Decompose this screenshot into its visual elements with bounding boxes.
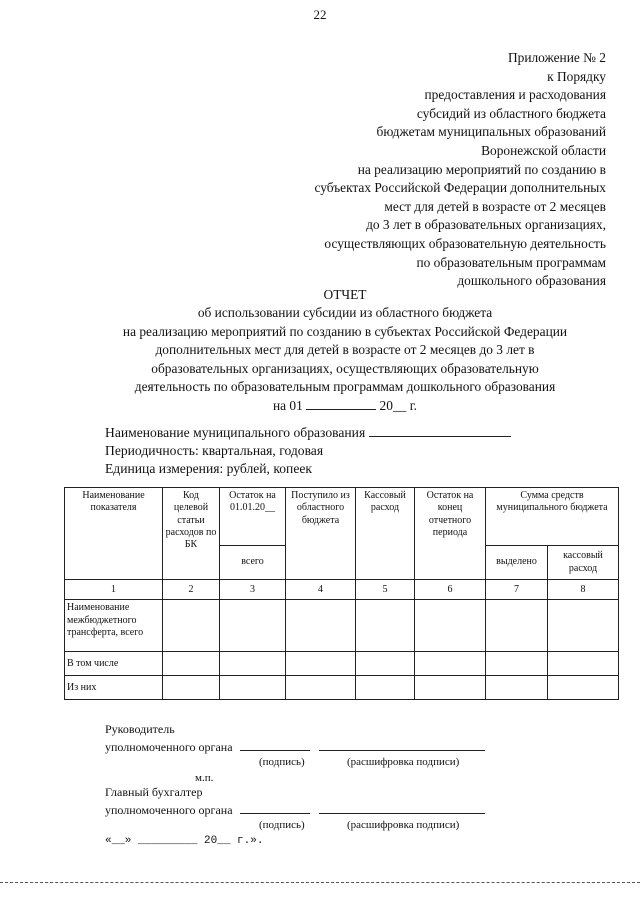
column-number: 4 — [286, 580, 356, 600]
head-org-label: уполномоченного органа — [105, 739, 233, 754]
table-row — [65, 652, 619, 676]
appendix-line: по образовательным программам — [416, 254, 606, 270]
header-municipal-cash: кассовый расход — [548, 546, 619, 580]
sign-caption: (подпись) — [259, 819, 305, 831]
title-line: об использовании субсидии из областного бюджета — [197, 305, 493, 321]
date-year: 20__ — [379, 398, 407, 414]
row-label: Наименование межбюджетного трансферта, всего — [65, 600, 163, 652]
head-decode-field[interactable] — [319, 738, 485, 751]
report-meta — [105, 423, 511, 479]
appendix-line: осуществляющих образовательную деятельность — [324, 235, 606, 251]
report-date — [40, 396, 640, 415]
date-prefix: на 01 — [272, 398, 303, 414]
accountant-sign-row — [105, 801, 485, 819]
table-cell[interactable] — [220, 676, 286, 700]
table-cell[interactable] — [163, 600, 220, 652]
head-captions — [105, 755, 485, 771]
table-cell[interactable] — [548, 652, 619, 676]
header-total: всего — [220, 546, 286, 580]
accountant-decode-field[interactable] — [319, 801, 485, 814]
municipality-row — [105, 423, 511, 442]
head-signature-field[interactable] — [240, 738, 310, 751]
table-cell[interactable] — [486, 652, 548, 676]
table-cell[interactable] — [548, 676, 619, 700]
table-cell[interactable] — [415, 652, 486, 676]
appendix-header — [314, 49, 606, 291]
accountant-org-label: уполномоченного органа — [105, 802, 233, 817]
table-cell[interactable] — [286, 600, 356, 652]
header-cash-expense: Кассовый расход — [356, 488, 415, 580]
table-cell[interactable] — [486, 600, 548, 652]
header-code: Код целевой статьи расходов по БК — [163, 488, 220, 580]
appendix-line: дошкольного образования — [457, 273, 606, 289]
decode-caption: (расшифровка подписи) — [347, 756, 460, 768]
title-line: деятельность по образовательным программам дошкольного образования — [134, 379, 556, 395]
title-line: на реализацию мероприятий по созданию в субъектах Российской Федерации — [122, 323, 568, 339]
municipality-field[interactable] — [369, 423, 511, 437]
column-number: 7 — [486, 580, 548, 600]
appendix-line: бюджетам муниципальных образований — [376, 124, 606, 140]
accountant-title: Главный бухгалтер — [105, 785, 203, 799]
date-suffix: г. — [409, 398, 418, 414]
table-cell[interactable] — [163, 676, 220, 700]
header-balance-end: Остаток на конец отчетного периода — [415, 488, 486, 580]
appendix-line: Приложение № 2 — [507, 50, 606, 65]
signature-date: «__» _________ 20__ г.». — [105, 835, 264, 847]
table-row — [65, 676, 619, 700]
table-cell[interactable] — [356, 652, 415, 676]
unit-of-measure: Единица измерения: рублей, копеек — [105, 461, 313, 477]
table-cell[interactable] — [548, 600, 619, 652]
column-number: 8 — [548, 580, 619, 600]
table-cell[interactable] — [220, 652, 286, 676]
report-title — [40, 286, 640, 416]
column-number: 2 — [163, 580, 220, 600]
accountant-captions — [105, 818, 485, 834]
column-number: 5 — [356, 580, 415, 600]
accountant-signature-field[interactable] — [240, 801, 310, 814]
table-cell[interactable] — [415, 676, 486, 700]
periodicity: Периодичность: квартальная, годовая — [105, 443, 324, 459]
table-row — [65, 600, 619, 652]
header-municipal-sum: Сумма средств муниципального бюджета — [486, 488, 619, 546]
head-sign-row — [105, 738, 485, 756]
table-cell[interactable] — [486, 676, 548, 700]
table-cell[interactable] — [286, 652, 356, 676]
table-cell[interactable] — [356, 600, 415, 652]
header-balance-start: Остаток на 01.01.20__ — [220, 488, 286, 546]
header-indicator-name: Наименование показателя — [65, 488, 163, 580]
column-number: 6 — [415, 580, 486, 600]
report-table — [64, 487, 619, 700]
page-number: 22 — [313, 7, 327, 22]
appendix-line: до 3 лет в образовательных организациях, — [366, 217, 606, 233]
page-bottom-rule — [0, 882, 640, 883]
column-number: 3 — [220, 580, 286, 600]
date-blank[interactable] — [306, 396, 376, 410]
table-header-row — [65, 488, 619, 546]
row-label: В том числе — [65, 652, 163, 676]
report-heading: ОТЧЕТ — [323, 287, 367, 302]
signature-block — [105, 722, 485, 850]
header-allocated: выделено — [486, 546, 548, 580]
table-cell[interactable] — [356, 676, 415, 700]
appendix-line: Воронежской области — [481, 142, 606, 158]
header-received: Поступило из областного бюджета — [286, 488, 356, 580]
decode-caption: (расшифровка подписи) — [347, 819, 460, 831]
sign-caption: (подпись) — [259, 756, 305, 768]
appendix-line: к Порядку — [547, 68, 606, 84]
appendix-line: предоставления и расходования — [424, 87, 606, 103]
table-cell[interactable] — [415, 600, 486, 652]
appendix-line: мест для детей в возрасте от 2 месяцев — [384, 198, 606, 214]
title-line: дополнительных мест для детей в возрасте от 2 месяцев до 3 лет в — [155, 342, 535, 358]
municipality-label: Наименование муниципального образования — [105, 425, 366, 440]
appendix-line: на реализацию мероприятий по созданию в — [357, 161, 606, 177]
stamp-label: м.п. — [195, 772, 214, 784]
column-number-row — [65, 580, 619, 600]
head-title: Руководитель — [105, 722, 175, 736]
column-number: 1 — [65, 580, 163, 600]
appendix-line: субсидий из областного бюджета — [416, 105, 606, 121]
table-cell[interactable] — [163, 652, 220, 676]
row-label: Из них — [65, 676, 163, 700]
table-cell[interactable] — [286, 676, 356, 700]
table-cell[interactable] — [220, 600, 286, 652]
title-line: образовательных организациях, осуществляющих образовательную — [151, 360, 539, 376]
stamp-row — [105, 771, 485, 785]
appendix-line: субъектах Российской Федерации дополнительных — [314, 180, 606, 196]
